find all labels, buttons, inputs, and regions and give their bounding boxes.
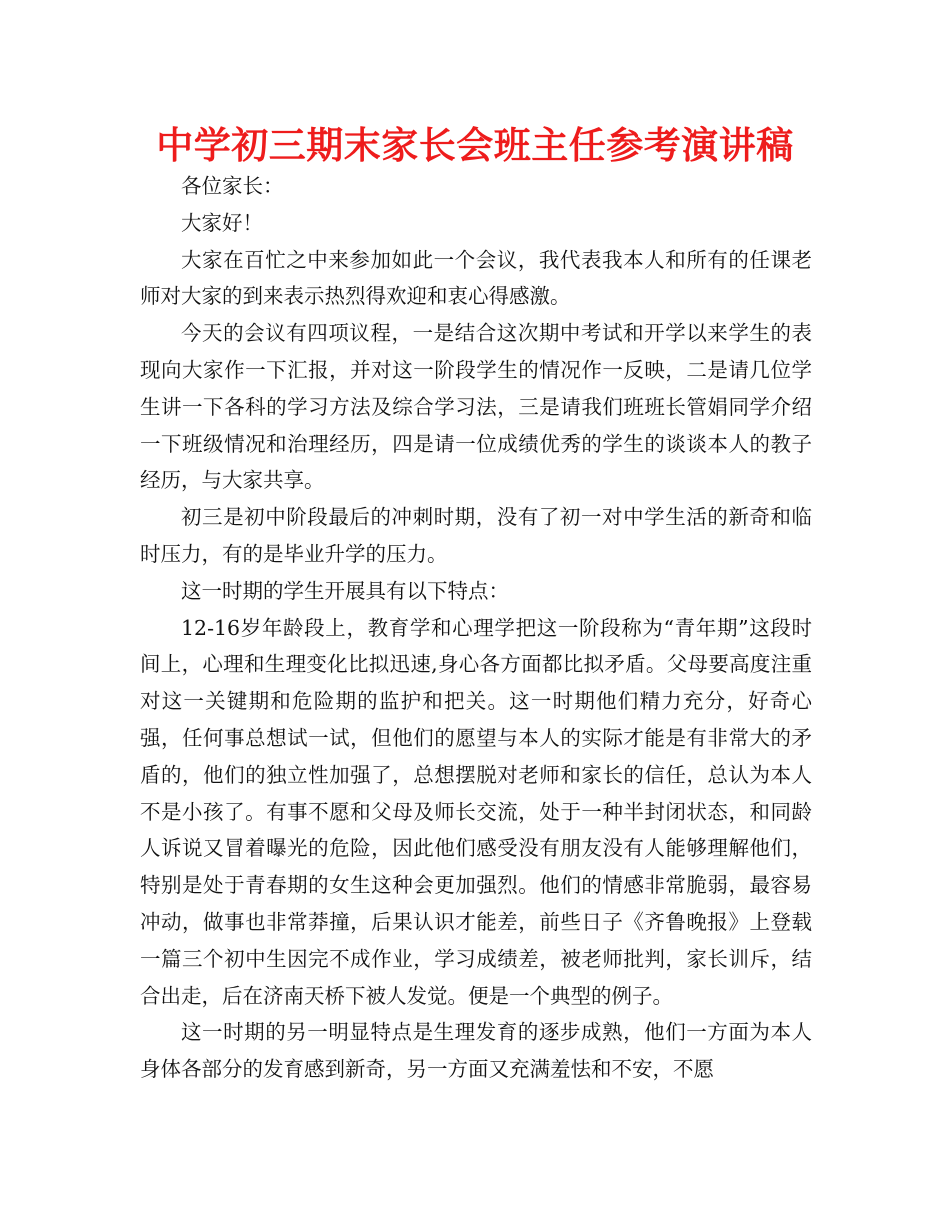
paragraph-features-intro: 这一时期的学生开展具有以下特点：: [181, 578, 509, 603]
document-body: [140, 168, 812, 1088]
paragraph-physical-development: 这一时期的另一明显特点是生理发育的逐步成熟，他们一方面为本人身体各部分的发育感到新奇，另一方面又充满羞怯和不安，不愿: [140, 1020, 812, 1082]
paragraph-greeting: 大家好！: [181, 210, 263, 235]
document-title: 中学初三期末家长会班主任参考演讲稿: [156, 124, 794, 167]
paragraph-salutation: 各位家长：: [181, 174, 284, 198]
paragraph-grade-nine: 初三是初中阶段最后的冲刺时期，没有了初一对中学生活的新奇和临时压力，有的是毕业升学的压力。: [140, 505, 812, 566]
paragraph-welcome: 大家在百忙之中来参加如此一个会议，我代表我本人和所有的任课老师对大家的到来表示热烈得欢迎和衷心得感激。: [140, 247, 812, 309]
paragraph-adolescence: 12-16岁年龄段上，教育学和心理学把这一阶段称为“青年期”这段时间上，心理和生理变化比拟迅速,身心各方面都比拟矛盾。父母要高度注重对这一关键期和危险期的监护和把关。这一时期他们精力充分，好奇心强，任何事总想试一试，但他们的愿望与本人的实际才能是有非常大的矛盾的，他们的独立性加强了，总想摆脱对老师和家长的信任，总认为本人不是小孩了。有事不愿和父母及师长交流，处于一种半封闭状态，和同龄人诉说又冒着曝光的危险，因此他们感受没有朋友没有人能够理解他们，特别是处于青春期的女生这种会更加强烈。他们的情感非常脆弱，最容易冲动，做事也非常莽撞，后果认识才能差，前些日子《齐鲁晚报》上登载一篇三个初中生因完不成作业，学习成绩差，被老师批判，家长训斥，结合出走，后在济南天桥下被人发觉。便是一个典型的例子。: [140, 615, 812, 1008]
paragraph-agenda: 今天的会议有四项议程，一是结合这次期中考试和开学以来学生的表现向大家作一下汇报，并对这一阶段学生的情况作一反映，二是请几位学生讲一下各科的学习方法及综合学习法，三是请我们班班长管娟同学介绍一下班级情况和治理经历，四是请一位成绩优秀的学生的谈谈本人的教子经历，与大家共享。: [140, 321, 812, 493]
